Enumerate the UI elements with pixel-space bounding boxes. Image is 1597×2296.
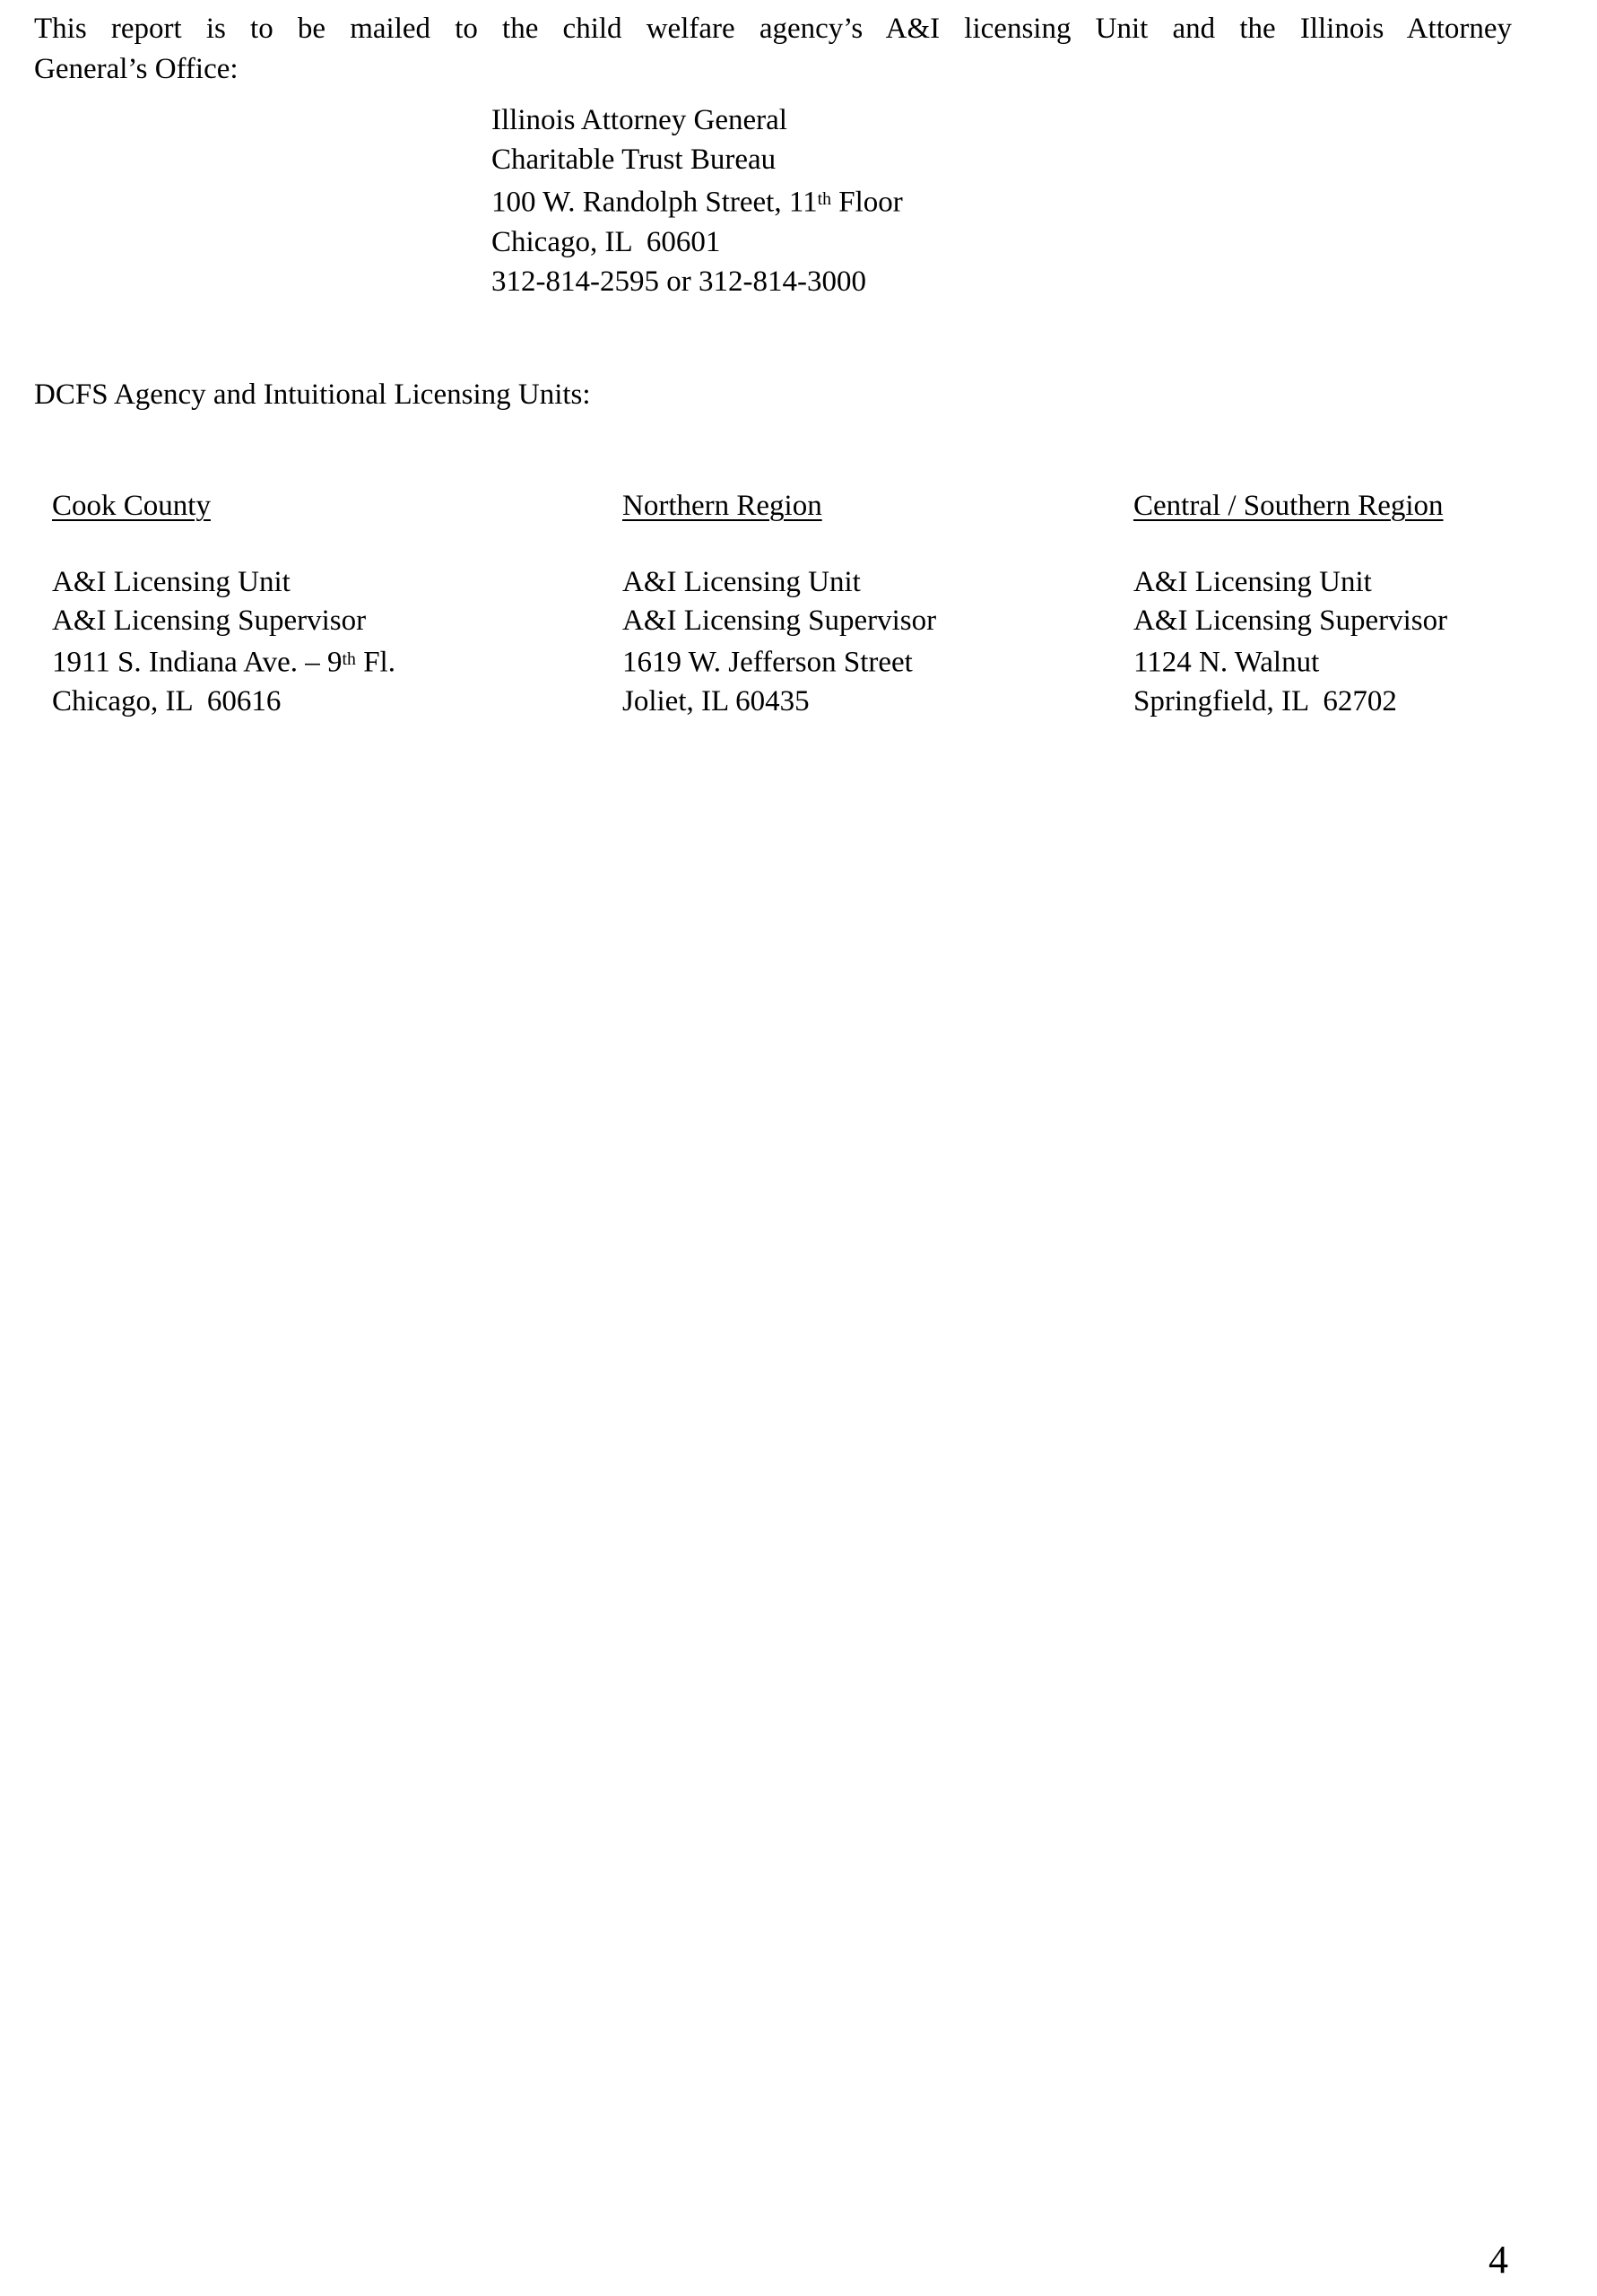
column-line-city: Joliet, IL 60435: [622, 684, 810, 718]
dcfs-section-heading: DCFS Agency and Intuitional Licensing Units:: [34, 378, 591, 411]
column-heading: [622, 487, 936, 526]
ag-address-phones: 312-814-2595 or 312-814-3000: [491, 265, 866, 298]
attorney-general-address-block: [491, 100, 903, 301]
column-line-unit: A&I Licensing Unit: [1133, 566, 1372, 598]
column-address-block: [52, 563, 395, 721]
column-heading-text: Northern Region: [622, 490, 822, 522]
column-line-street: [52, 640, 395, 683]
column-line-city: Springfield, IL 62702: [1133, 684, 1397, 718]
column-line-supervisor: A&I Licensing Supervisor: [1133, 604, 1448, 637]
street-text: 1911 S. Indiana Ave. – 9: [52, 646, 343, 679]
ordinal-superscript: th: [342, 649, 356, 669]
column-heading: [1133, 487, 1447, 526]
column-northern-region: [622, 487, 936, 721]
intro-line-2: General’s Office:: [34, 53, 239, 85]
column-address-block: [622, 563, 936, 721]
ag-address-bureau: Charitable Trust Bureau: [491, 144, 777, 176]
column-line-unit: A&I Licensing Unit: [52, 566, 291, 598]
column-cook-county: [52, 487, 395, 721]
column-heading-text: Central / Southern Region: [1133, 490, 1444, 522]
ag-address-street: [491, 179, 903, 222]
column-heading: [52, 487, 395, 526]
column-line-city: Chicago, IL 60616: [52, 684, 282, 718]
ag-address-city: Chicago, IL 60601: [491, 225, 721, 258]
column-line-supervisor: A&I Licensing Supervisor: [622, 604, 937, 637]
ordinal-superscript: th: [817, 189, 831, 209]
street-suffix: Fl.: [355, 646, 395, 679]
ag-street-text: 100 W. Randolph Street, 11: [491, 186, 818, 219]
column-line-street: [622, 640, 936, 683]
column-line-street: [1133, 640, 1447, 683]
intro-line-1: This report is to be mailed to the child welfare agency’s A&I licensing Unit and the Illinois Attorney: [34, 13, 1512, 45]
ag-address-org: Illinois Attorney General: [491, 104, 787, 136]
column-address-block: [1133, 563, 1447, 721]
column-heading-text: Cook County: [52, 490, 211, 522]
page-number: 4: [1489, 2238, 1508, 2282]
street-text: 1124 N. Walnut: [1133, 646, 1320, 679]
street-text: 1619 W. Jefferson Street: [622, 646, 913, 679]
column-line-supervisor: A&I Licensing Supervisor: [52, 604, 367, 637]
column-line-unit: A&I Licensing Unit: [622, 566, 861, 598]
ag-street-suffix: Floor: [831, 186, 903, 219]
column-central-southern-region: [1133, 487, 1447, 721]
intro-paragraph: [34, 9, 1512, 90]
